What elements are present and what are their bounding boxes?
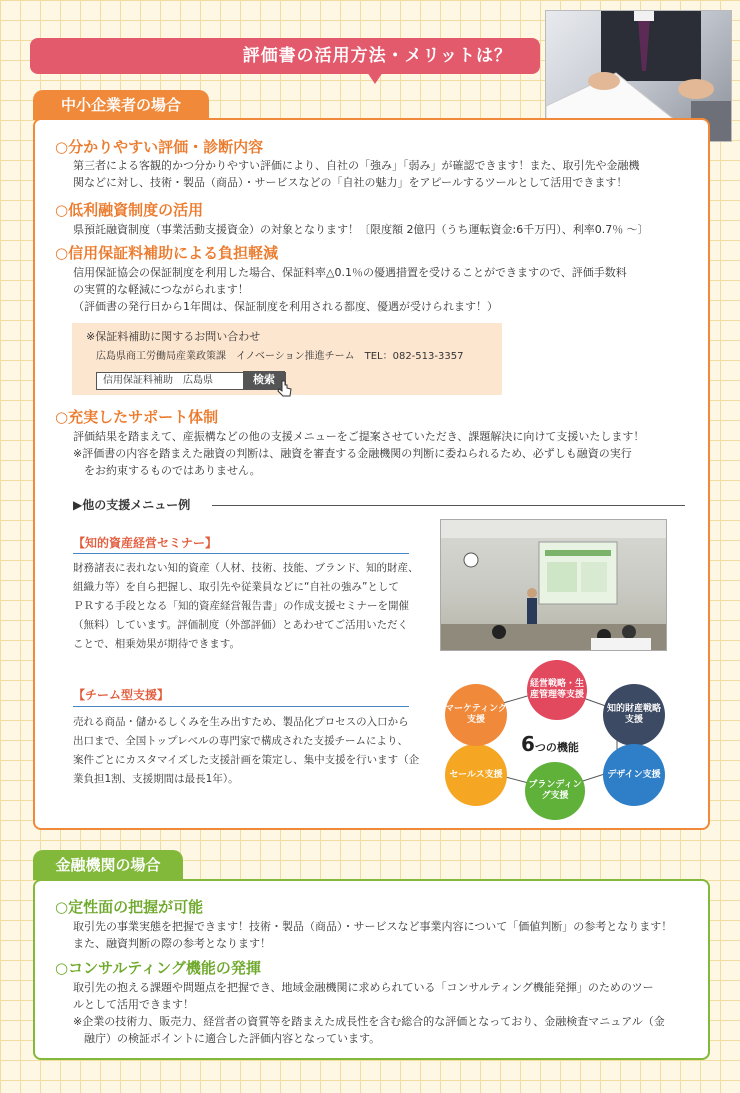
search-button-label: 検索: [253, 373, 275, 386]
diagram-center-label: [521, 732, 579, 756]
seminar-title: 【知的資産経営セミナー】: [73, 536, 218, 550]
sme-heading-support: ○充実したサポート体制: [55, 408, 219, 426]
text-line: 出口まで、全国トップレベルの専門家で構成された支援チームにより、: [73, 735, 409, 747]
center-text: つの機能: [534, 741, 579, 754]
text-line: の実質的な軽減につながられます！: [73, 283, 249, 296]
function-management: [527, 660, 587, 720]
seminar-rule: [73, 553, 409, 554]
function-ip-strategy: [603, 684, 665, 746]
fin-heading-qualitative: ○定性面の把握が可能: [55, 898, 204, 916]
text-line: 売れる商品・儲かるしくみを生み出すため、製品化プロセスの入口から: [73, 716, 409, 728]
sme-heading-guarantee: ○信用保証料補助による負担軽減: [55, 244, 279, 262]
sme-section-tab: [33, 90, 209, 120]
function-label: マーケティング支援: [445, 704, 507, 725]
text-line: 関などに対し、技術・製品（商品）・サービスなどの「自社の魅力」をアピールするツールとして活用できます！: [73, 176, 628, 189]
fin-text-qualitative: [73, 918, 672, 952]
section-banner: [30, 38, 540, 74]
text-line: ＰＲする手段となる「知的資産経営報告書」の作成支援セミナーを開催: [73, 600, 409, 612]
text-line: 業負担1割、支援期間は最長1年）。: [73, 773, 239, 785]
contact-title: ※保証料補助に関するお問い合わせ: [86, 330, 261, 343]
banner-title: 評価書の活用方法・メリットは？: [242, 46, 512, 66]
sme-text-guarantee: [73, 264, 627, 315]
banner-pointer: [367, 72, 383, 84]
search-input-text: 信用保証料補助 広島県: [103, 375, 213, 386]
text-line: 取引先の抱える課題や問題点を把握でき、地域金融機関に求められている「コンサルティング機能発揮」のためのツー: [73, 981, 654, 994]
text-line: （無料）しています。評価制度（外部評価）とあわせてご活用いただく: [73, 619, 409, 631]
text-line: ルとして活用できます！: [73, 998, 194, 1011]
function-label: デザイン支援: [607, 769, 661, 780]
text-line: ※評価書の内容を踏まえた融資の判断は、融資を審査する金融機関の判断に委ねられるため、必ずしも融資の実行: [73, 447, 632, 460]
function-label: セールス支援: [449, 769, 503, 780]
text-line: 第三者による客観的かつ分かりやすい評価により、自社の「強み」「弱み」が確認できます！また、取引先や金融機: [73, 159, 640, 172]
text-line: 組織力等）を自ら把握し、取引先や従業員などに“自社の強み”として: [73, 581, 399, 593]
text-line: 財務諸表に表れない知的資産（人材、技術、技能、ブランド、知的財産、: [73, 562, 419, 574]
function-branding: [525, 762, 585, 820]
sme-text-loan: [73, 221, 649, 238]
sme-tab-label: 中小企業者の場合: [60, 96, 181, 114]
financial-section-tab: [33, 850, 183, 880]
text-line: ※企業の技術力、販売力、経営者の資質等を踏まえた成長性を含む総合的な評価となっており、金融検査マニュアル（金: [73, 1015, 665, 1028]
seminar-photo: [440, 519, 667, 651]
divider: [212, 505, 685, 506]
six-functions-diagram: [435, 660, 675, 820]
sme-text-support: [73, 428, 644, 479]
text-line: をお約束するものではありません。: [73, 464, 261, 477]
text-line: 評価結果を踏まえて、産振構などの他の支援メニューをご提案させていただき、課題解決に向けて支援いたします！: [73, 430, 645, 443]
team-text: [73, 713, 419, 789]
team-rule: [73, 706, 409, 707]
text-line: また、融資判断の際の参考となります！: [73, 937, 271, 950]
contact-line: 広島県商工労働局産業政策課 イノベーション推進チーム TEL：082-513-3357: [96, 351, 464, 362]
text-line: 案件ごとにカスタマイズした支援計画を策定し、集中支援を行います（企: [73, 754, 420, 766]
text-line: ことで、相乗効果が期待できます。: [73, 638, 240, 650]
team-title: 【チーム型支援】: [73, 688, 170, 702]
sme-text-evaluation: [73, 157, 640, 191]
function-label: 知的財産戦略支援: [606, 704, 661, 725]
sme-heading-loan: ○低利融資制度の活用: [55, 201, 204, 219]
center-number: 6: [521, 732, 535, 756]
function-label: ブランディング支援: [528, 780, 582, 801]
pointer-cursor-icon: [276, 380, 294, 402]
text-line: 信用保証協会の保証制度を利用した場合、保証料率△0.1％の優遇措置を受けることができますので、評価手数料: [73, 266, 627, 279]
text-line: 融庁）の検証ポイントに適合した評価内容となっています。: [73, 1032, 381, 1045]
seminar-text: [73, 559, 419, 654]
text-line: 取引先の事業実態を把握できます！技術・製品（商品）・サービスなど事業内容について「価値判断」の参考となります！: [73, 920, 673, 933]
function-design: [603, 744, 665, 806]
fin-heading-consulting: ○コンサルティング機能の発揮: [55, 959, 261, 977]
other-menu-heading: ▶他の支援メニュー例: [73, 498, 191, 512]
fin-text-consulting: [73, 979, 665, 1047]
function-marketing: [445, 684, 507, 746]
sme-heading-evaluation: ○分かりやすい評価・診断内容: [55, 138, 264, 156]
text-line: 県預託融資制度（事業活動支援資金）の対象となります！〔限度額 2億円（うち運転資金:6千万円）、利率0.7％ ～〕: [73, 223, 649, 236]
text-line: （評価書の発行日から1年間は、保証制度を利用される都度、優遇が受けられます！）: [73, 300, 498, 313]
function-sales: [445, 744, 507, 806]
fin-tab-label: 金融機関の場合: [55, 856, 161, 874]
function-label: 経営戦略・生産管理等支援: [529, 679, 584, 700]
